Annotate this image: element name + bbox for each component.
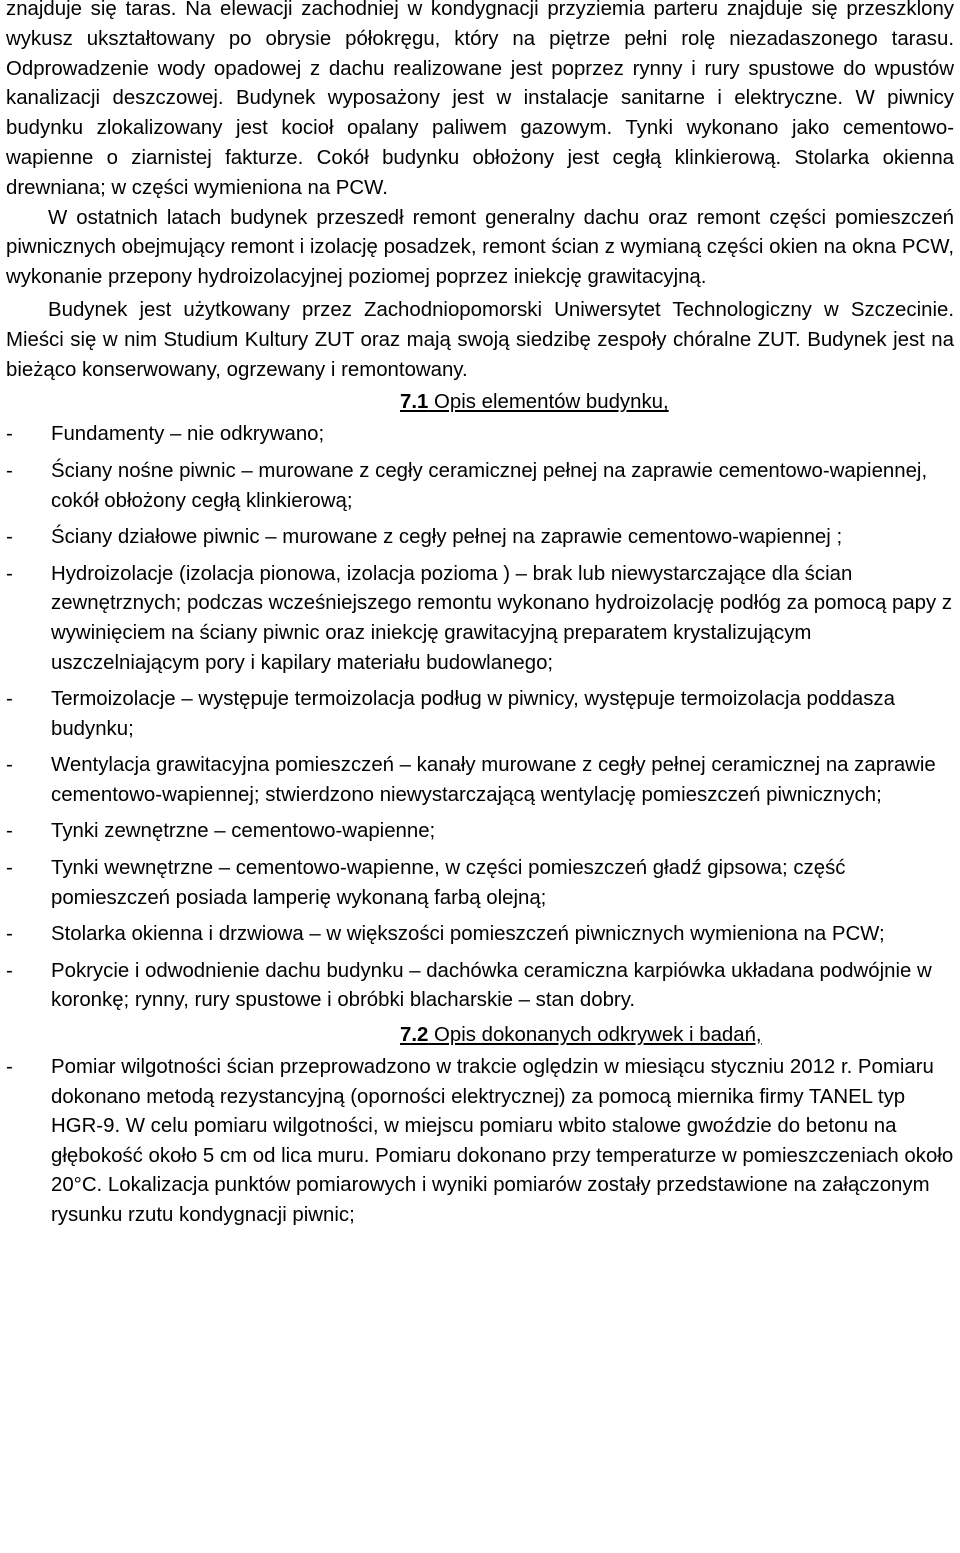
bullet-dash: - (6, 459, 13, 482)
list-item-text: Termoizolacje – występuje termoizolacja podług w piwnicy, występuje termoizolacja poddasza budynku; (51, 688, 895, 740)
list-item-text: Fundamenty – nie odkrywano; (51, 423, 325, 446)
section-title: Opis elementów budynku, (428, 391, 669, 414)
list-item-text: Stolarka okienna i drzwiowa – w większości pomieszczeń piwnicznych wymieniona na PCW; (51, 923, 885, 946)
bullet-dash: - (6, 754, 13, 777)
list-item-text: Tynki wewnętrzne – cementowo-wapienne, w części pomieszczeń gładź gipsowa; część pomieszczeń posiada lamperię wykonaną farbą olejną; (51, 857, 846, 909)
bullet-dash: - (6, 820, 13, 843)
list-item-text: Wentylacja grawitacyjna pomieszczeń – kanały murowane z cegły pełnej ceramicznej na zaprawie cementowo-wapiennej; stwierdzono niewystarczającą wentylację pomieszczeń piwnicznych; (51, 754, 936, 806)
list-item (6, 523, 954, 553)
list-item-text: Ściany nośne piwnic – murowane z cegły ceramicznej pełnej na zaprawie cementowo-wapiennej, cokół obłożony cegłą klinkierową; (51, 459, 928, 512)
bullet-dash: - (6, 959, 13, 982)
list-item-text: Pomiar wilgotności ścian przeprowadzono w trakcie oględzin w miesiącu styczniu 2012 r. Pomiaru dokonano metodą rezystancyjną (oporności elektrycznej) za pomocą miernika firmy TANEL typ HGR-9. W celu pomiaru wilgotności, w miejscu pomiaru wbito stalowe gwoździe do betonu na głębokość około 5 cm od lica muru. Pomiaru dokonano przy temperaturze w pomieszczeniach około 20°C. Lokalizacja punktów pomiarowych i wyniki pomiarów zostały przedstawione na załączonym rysunku rzutu kondygnacji piwnic; (51, 1056, 954, 1227)
list-item (6, 457, 954, 516)
list-item-text: Hydroizolacje (izolacja pionowa, izolacja pozioma ) – brak lub niewystarczające dla ścian zewnętrznych; podczas wcześniejszego remontu wykonano hydroizolację podłóg za pomocą papy z wywinięciem na ściany piwnic oraz iniekcję grawitacyjną preparatem krystalizującym uszczelniającym pory i kapilary materiału budowlanego; (51, 562, 953, 674)
section-number: 7.1 (400, 391, 429, 414)
list-item (6, 920, 954, 950)
section-title: Opis dokonanych odkrywek i badań, (428, 1024, 762, 1047)
investigations-list (6, 1053, 954, 1231)
bullet-dash: - (6, 1056, 13, 1079)
list-item-text: Pokrycie i odwodnienie dachu budynku – dachówka ceramiczna karpiówka układana podwójnie w koronkę; rynny, rury spustowe i obróbki blacharskie – stan dobry. (51, 959, 932, 1012)
list-item-text: Ściany działowe piwnic – murowane z cegły pełnej na zaprawie cementowo-wapiennej ; (51, 526, 843, 549)
list-item (6, 560, 954, 678)
section-heading-7-1 (6, 387, 954, 417)
section-heading-7-2 (6, 1020, 954, 1050)
list-item (6, 817, 954, 847)
paragraph-renovation: W ostatnich latach budynek przeszedł remont generalny dachu oraz remont części pomieszczeń piwnicznych obejmujący remont i izolację posadzek, remont ścian z wymianą części okien na okna PCW, wykonanie przepony hydroizolacyjnej poziomej poprzez iniekcję grawitacyjną. (6, 206, 954, 289)
bullet-dash: - (6, 526, 13, 549)
building-elements-list (6, 420, 954, 1016)
paragraph-usage: Budynek jest użytkowany przez Zachodniopomorski Uniwersytet Technologiczny w Szczecinie. Mieści się w nim Studium Kultury ZUT oraz mają swoją siedzibę zespoły chóralne ZUT. Budynek jest na bieżąco konserwowany, ogrzewany i remontowany. (6, 298, 954, 381)
bullet-dash: - (6, 423, 13, 446)
list-item (6, 751, 954, 810)
bullet-dash: - (6, 688, 13, 711)
list-item (6, 685, 954, 744)
list-item-text: Tynki zewnętrzne – cementowo-wapienne; (51, 820, 436, 843)
list-item (6, 1053, 954, 1231)
bullet-dash: - (6, 923, 13, 946)
bullet-dash: - (6, 562, 13, 585)
list-item (6, 854, 954, 913)
paragraph-building-description: znajduje się taras. Na elewacji zachodniej w kondygnacji przyziemia parteru znajduje się przeszklony wykusz ukształtowany po obrysie półokręgu, który na piętrze pełni rolę niezadaszonego tarasu. Odprowadzenie wody opadowej z dachu realizowane jest poprzez rynny i rury spustowe do wpustów kanalizacji deszczowej. Budynek wyposażony jest w instalacje sanitarne i elektryczne. W piwnicy budynku zlokalizowany jest kocioł opalany paliwem gazowym. Tynki wykonano jako cementowo-wapienne o ziarnistej fakturze. Cokół budynku obłożony jest cegłą klinkierową. Stolarka okienna drewniana; w części wymieniona na PCW. (6, 0, 954, 199)
section-number: 7.2 (400, 1024, 429, 1047)
list-item (6, 957, 954, 1016)
list-item (6, 420, 954, 450)
bullet-dash: - (6, 857, 13, 880)
